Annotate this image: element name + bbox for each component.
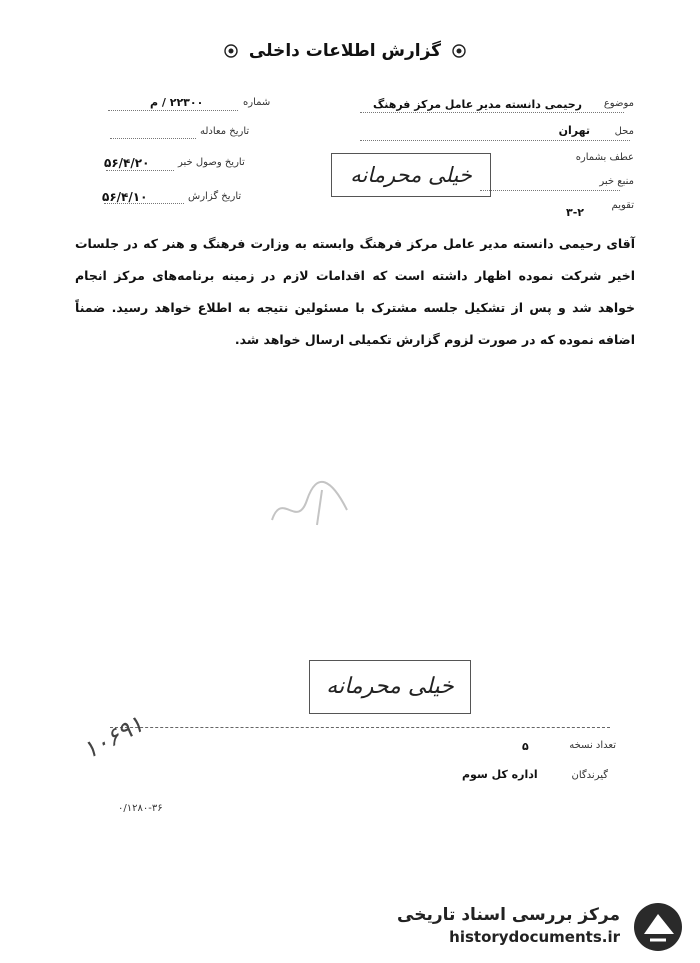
number-label: شماره [243,97,271,108]
number-line [108,110,238,111]
copies-label: تعداد نسخه [569,740,616,751]
evaluation-label: تقویم [611,200,634,211]
subject-value: رحیمی دانسته مدیر عامل مرکز فرهنگ [372,98,582,111]
ref-date-line [110,138,196,139]
evaluation-value: ۳-۲ [566,206,584,219]
place-label: محل [614,126,634,137]
document-title: گزارش اطلاعات داخلی [248,40,442,61]
receive-date-value: ۵۶/۴/۲۰ [104,156,150,170]
recipients-value: اداره کل سوم [462,768,538,781]
report-body: آقای رحیمی دانسته مدیر عامل مرکز فرهنگ وابسته به وزارت فرهنگ و هنر که در جلسات اخیر شرکت نموده اظهار داشته است که اقدامات لازم در زمینه برنامه‌های مرکز انجام خواهد شد و پس از تشکیل جلسه مشترک با مسئولین نتیجه به اطلاع خواهد رسید. ضمناً اضافه نموده که در صورت لزوم گزارش تکمیلی ارسال خواهد شد. [75,236,635,347]
subject-line [360,112,624,113]
faint-initials-mark [262,470,362,549]
faint-scribble-icon [262,470,362,540]
copies-value: ۵ [522,740,529,753]
archive-code: ۰/۱۲۸۰-۳۶ [118,803,163,814]
ref-date-label: تاریخ معادله [200,126,250,137]
receive-date-label: تاریخ وصول خبر [178,157,245,168]
report-date-label: تاریخ گزارش [188,191,242,202]
source-label: منبع خبر [599,176,634,187]
handwritten-number: ۱۰۶۹۱ [78,709,149,765]
subject-label: موضوع [603,98,634,109]
secret-stamp: خیلی محرمانه [331,153,491,197]
source-line [480,190,620,191]
report-date-value: ۵۶/۴/۱۰ [102,190,148,204]
recipients-label: گیرندگان [571,770,608,781]
document-header [200,40,490,74]
number-value: ۲۲۳۰۰ / م [150,96,204,109]
emblem-icon [224,44,238,58]
watermark-url: historydocuments.ir [449,928,620,946]
emblem-icon [452,44,466,58]
place-line [360,140,630,141]
place-value: تهران [558,124,590,137]
receive-date-line [106,170,174,171]
watermark-title: مرکز بررسی اسناد تاریخی [397,905,620,925]
footer-divider [110,727,610,728]
archive-logo-icon [630,900,688,954]
secret-stamp-bottom: خیلی محرمانه [309,660,471,714]
ref-label: عطف بشماره [575,152,634,163]
